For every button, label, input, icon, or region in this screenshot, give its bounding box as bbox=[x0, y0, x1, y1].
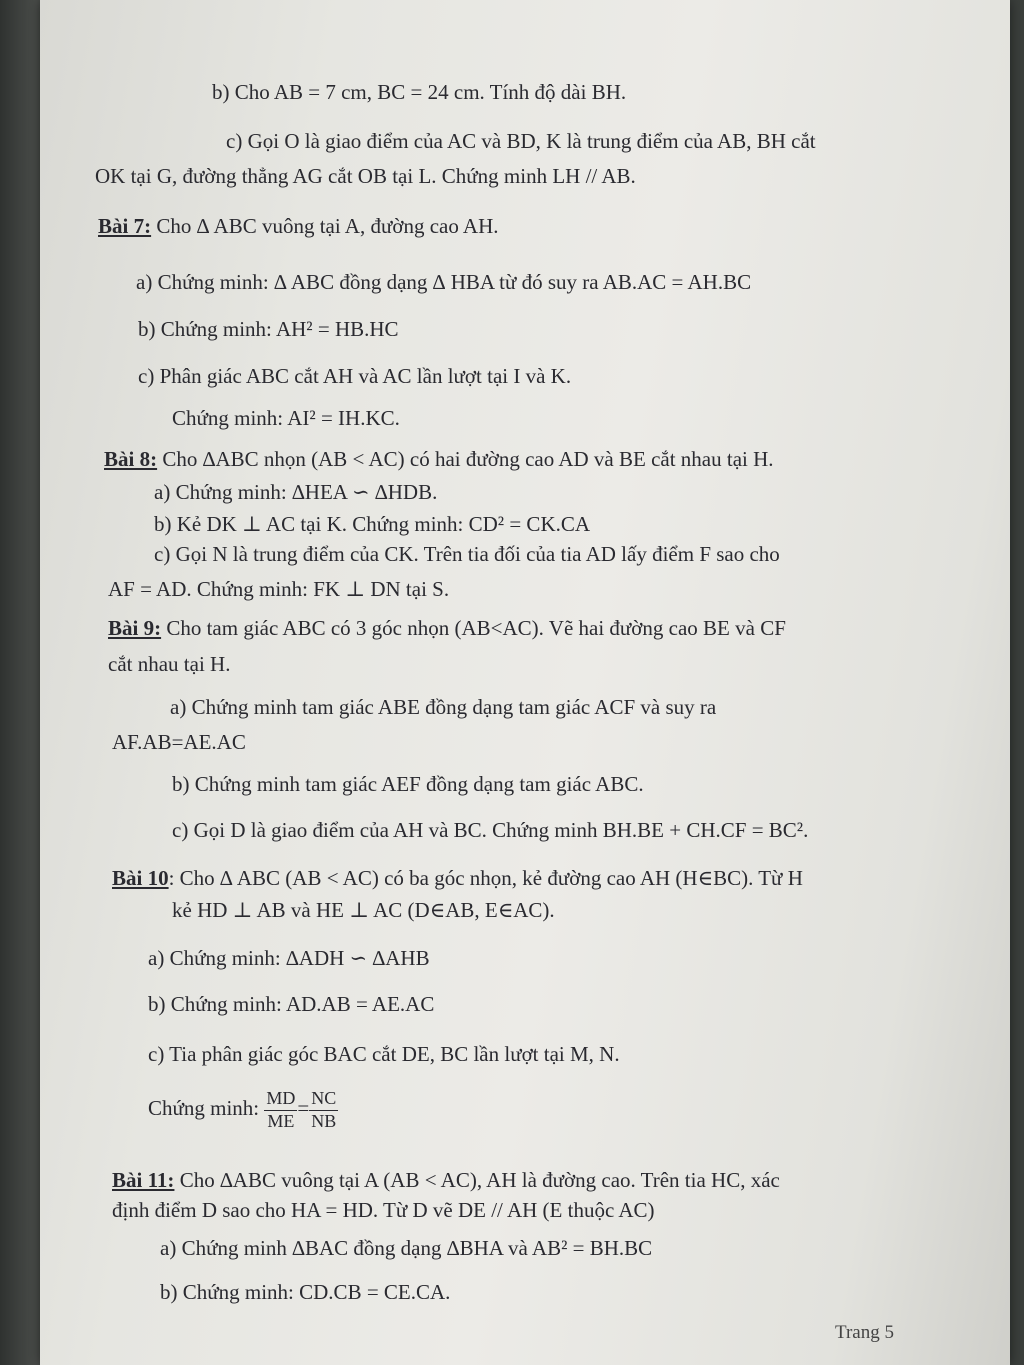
exercise-text: Cho ∆ABC vuông tại A (AB < AC), AH là đường cao. Trên tia HC, xác bbox=[174, 1168, 780, 1192]
fraction-numerator: MD bbox=[264, 1088, 297, 1111]
text-line: OK tại G, đường thẳng AG cắt OB tại L. Chứng minh LH // AB. bbox=[95, 164, 636, 188]
document-page bbox=[40, 0, 1010, 1365]
exercise-10-heading bbox=[112, 866, 803, 891]
text-line: c) Gọi O là giao điểm của AC và BD, K là trung điểm của AB, BH cắt bbox=[226, 129, 816, 153]
fraction-nc-nb bbox=[309, 1088, 338, 1132]
text-line: AF = AD. Chứng minh: FK ⊥ DN tại S. bbox=[108, 577, 450, 601]
text-line: a) Chứng minh: ∆ ABC đồng dạng ∆ HBA từ đó suy ra AB.AC = AH.BC bbox=[136, 270, 752, 294]
fraction-proof-line bbox=[148, 1088, 338, 1132]
text-line: kẻ HD ⊥ AB và HE ⊥ AC (D∈AB, E∈AC). bbox=[172, 898, 555, 922]
exercise-text: Cho ∆ ABC vuông tại A, đường cao AH. bbox=[151, 214, 499, 238]
exercise-8-heading bbox=[104, 447, 774, 472]
exercise-text: : Cho ∆ ABC (AB < AC) có ba góc nhọn, kẻ đường cao AH (H∈BC). Từ H bbox=[168, 866, 803, 890]
text-line: b) Chứng minh: CD.CB = CE.CA. bbox=[160, 1280, 451, 1304]
text-line: c) Tia phân giác góc BAC cắt DE, BC lần lượt tại M, N. bbox=[148, 1042, 620, 1066]
text-line: c) Gọi D là giao điểm của AH và BC. Chứng minh BH.BE + CH.CF = BC². bbox=[172, 818, 809, 842]
fraction-denominator: ME bbox=[267, 1110, 295, 1131]
exercise-text: Cho tam giác ABC có 3 góc nhọn (AB<AC). Vẽ hai đường cao BE và CF bbox=[161, 616, 786, 640]
proof-prefix: Chứng minh: bbox=[148, 1095, 260, 1120]
text-line: b) Cho AB = 7 cm, BC = 24 cm. Tính độ dài BH. bbox=[212, 80, 627, 104]
fraction-md-me bbox=[264, 1088, 297, 1132]
text-line: định điểm D sao cho HA = HD. Từ D vẽ DE // AH (E thuộc AC) bbox=[112, 1198, 655, 1222]
text-line: a) Chứng minh: ∆HEA ∽ ∆HDB. bbox=[154, 480, 438, 504]
exercise-label: Bài 8: bbox=[104, 447, 158, 471]
page-number: Trang 5 bbox=[835, 1322, 894, 1343]
exercise-label: Bài 7: bbox=[98, 214, 152, 238]
text-line: c) Phân giác ABC cắt AH và AC lần lượt tại I và K. bbox=[138, 364, 572, 388]
fraction-numerator: NC bbox=[309, 1088, 338, 1111]
exercise-11-heading bbox=[112, 1168, 780, 1193]
text-line: AF.AB=AE.AC bbox=[112, 730, 246, 754]
text-line: c) Gọi N là trung điểm của CK. Trên tia đối của tia AD lấy điểm F sao cho bbox=[154, 542, 780, 566]
exercise-label: Bài 10 bbox=[112, 866, 169, 890]
equals-sign: = bbox=[297, 1095, 310, 1120]
text-line: a) Chứng minh: ∆ADH ∽ ∆AHB bbox=[148, 946, 430, 970]
fraction-denominator: NB bbox=[311, 1110, 337, 1131]
text-line: b) Chứng minh tam giác AEF đồng dạng tam giác ABC. bbox=[172, 772, 644, 796]
text-line: cắt nhau tại H. bbox=[108, 652, 231, 676]
exercise-7-heading bbox=[98, 214, 499, 239]
exercise-label: Bài 9: bbox=[108, 616, 162, 640]
exercise-9-heading bbox=[108, 616, 786, 641]
text-line: b) Kẻ DK ⊥ AC tại K. Chứng minh: CD² = CK.CA bbox=[154, 512, 591, 536]
text-line: b) Chứng minh: AD.AB = AE.AC bbox=[148, 992, 435, 1016]
text-line: Chứng minh: AI² = IH.KC. bbox=[172, 406, 400, 430]
exercise-label: Bài 11: bbox=[112, 1168, 175, 1192]
text-line: b) Chứng minh: AH² = HB.HC bbox=[138, 317, 399, 341]
exercise-text: Cho ∆ABC nhọn (AB < AC) có hai đường cao AD và BE cắt nhau tại H. bbox=[157, 447, 774, 471]
text-line: a) Chứng minh ∆BAC đồng dạng ∆BHA và AB² = BH.BC bbox=[160, 1236, 653, 1260]
text-line: a) Chứng minh tam giác ABE đồng dạng tam giác ACF và suy ra bbox=[170, 695, 717, 719]
